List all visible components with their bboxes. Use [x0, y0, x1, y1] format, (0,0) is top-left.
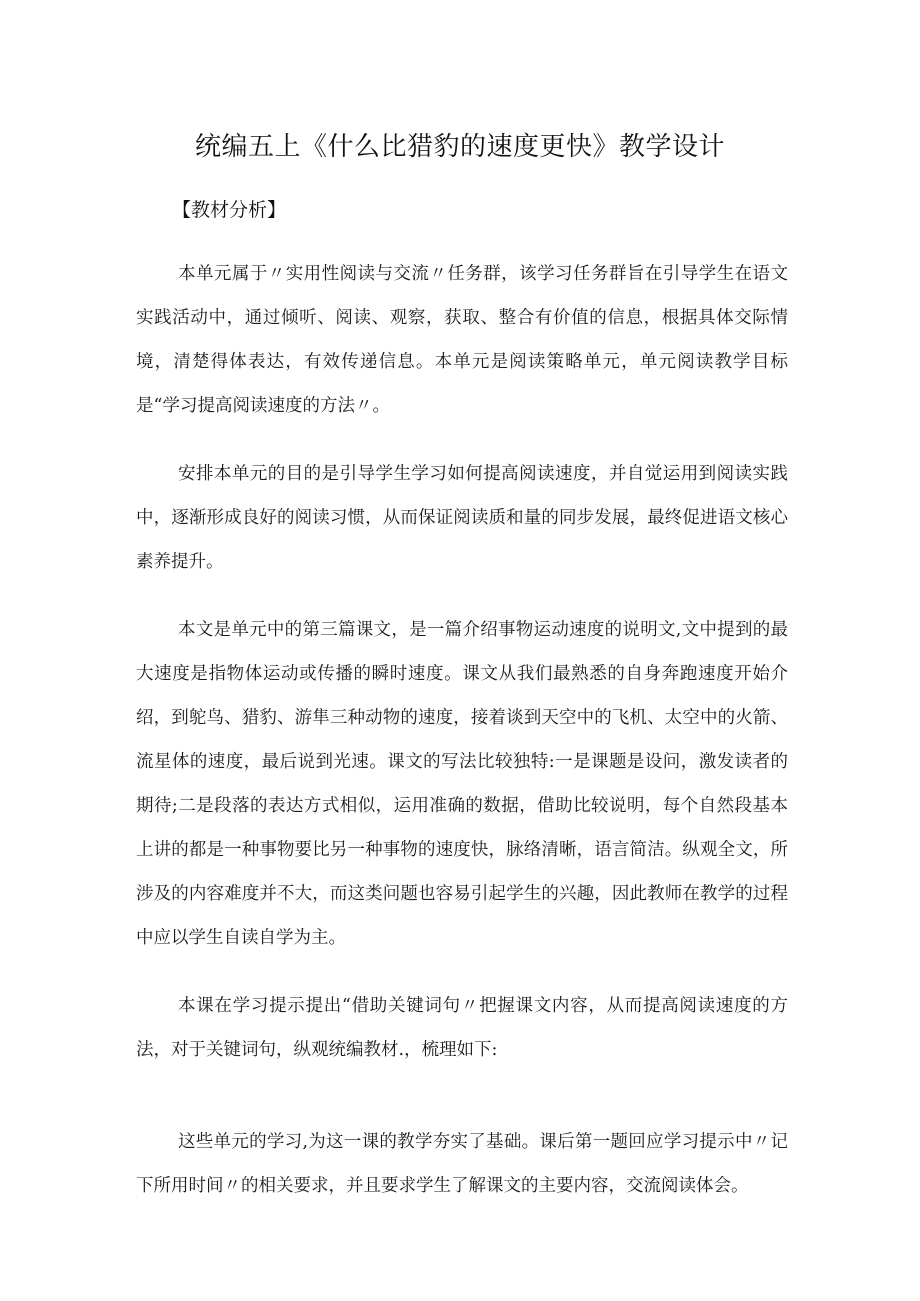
paragraph-unit-purpose: 安排本单元的目的是引导学生学习如何提高阅读速度，并自觉运用到阅读实践中，逐渐形成良好的阅读习惯，从而保证阅读质和量的同步发展，最终促进语文核心素养提升。	[136, 463, 788, 572]
section-heading: 【教材分析】	[172, 199, 287, 221]
paragraph-text-analysis: 本文是单元中的第三篇课文，是一篇介绍事物运动速度的说明文,文中提到的最大速度是指物体运动或传播的瞬时速度。课文从我们最熟悉的自身奔跑速度开始介绍，到鸵鸟、猎豹、游隼三种动物的速度，接着谈到天空中的飞机、太空中的火箭、流星体的速度，最后说到光速。课文的写法比较独特:一是课题是设问，激发读者的期待;二是段落的表达方式相似，运用准确的数据，借助比较说明，每个自然段基本上讲的都是一种事物要比另一种事物的速度快，脉络清晰，语言简洁。纵观全文，所涉及的内容难度并不大，而这类问题也容易引起学生的兴趣，因此教师在教学的过程中应以学生自读自学为主。	[136, 619, 788, 948]
paragraph-unit-overview: 本单元属于〃实用性阅读与交流〃任务群，该学习任务群旨在引导学生在语文实践活动中，通过倾听、阅读、观察，获取、整合有价值的信息，根据具体交际情境，清楚得体表达，有效传递信息。本单元是阅读策略单元，单元阅读教学目标是“学习提高阅读速度的方法〃。	[136, 263, 788, 416]
paragraph-key-phrases: 本课在学习提示提出“借助关键词句〃把握课文内容，从而提高阅读速度的方法，对于关键词句，纵观统编教材.，梳理如下:	[136, 995, 788, 1060]
document-title: 统编五上《什么比猎豹的速度更快》教学设计	[194, 132, 725, 162]
paragraph-unit-foundation: 这些单元的学习,为这一课的教学夯实了基础。课后第一题回应学习提示中〃记下所用时间〃的相关要求，并且要求学生了解课文的主要内容，交流阅读体会。	[136, 1131, 788, 1196]
